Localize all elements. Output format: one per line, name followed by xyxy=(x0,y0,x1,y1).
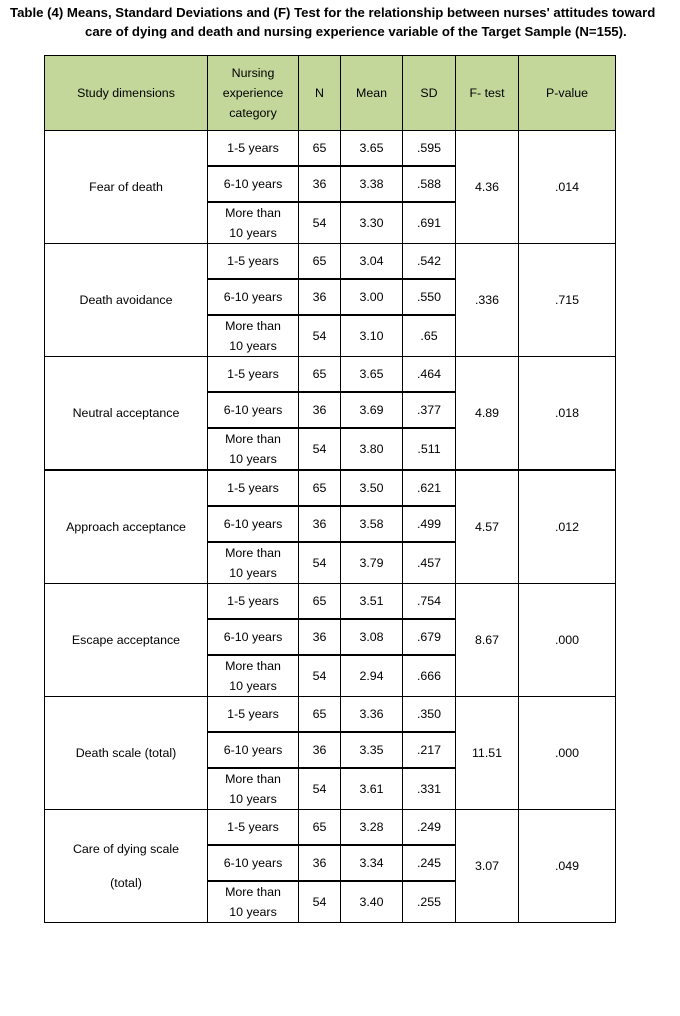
category-label: 6-10 years xyxy=(223,517,283,531)
category-label: More than xyxy=(225,659,281,673)
sd-cell: .350 xyxy=(403,697,456,733)
dimension-group xyxy=(45,244,616,357)
header-n: N xyxy=(299,56,341,131)
dimension-cell xyxy=(45,244,208,357)
n-cell: 36 xyxy=(299,392,341,428)
n-cell: 65 xyxy=(299,357,341,393)
table-row xyxy=(45,357,616,393)
mean-cell: 3.50 xyxy=(341,470,403,506)
category-label: More than xyxy=(225,885,281,899)
n-cell: 54 xyxy=(299,315,341,357)
n-cell: 54 xyxy=(299,202,341,244)
f-test-cell: .336 xyxy=(456,244,519,357)
sd-cell: .331 xyxy=(403,768,456,810)
n-cell: 65 xyxy=(299,697,341,733)
table-row xyxy=(45,131,616,167)
header-sd: SD xyxy=(403,56,456,131)
category-cell xyxy=(208,166,299,202)
mean-cell: 3.40 xyxy=(341,881,403,923)
category-cell xyxy=(208,506,299,542)
dimension-name: Care of dying scale xyxy=(72,842,180,856)
category-label: 1-5 years xyxy=(227,820,279,834)
category-cell xyxy=(208,542,299,584)
category-cell xyxy=(208,202,299,244)
category-label: More than xyxy=(225,319,281,333)
n-cell: 36 xyxy=(299,619,341,655)
n-cell: 65 xyxy=(299,584,341,620)
n-cell: 65 xyxy=(299,810,341,846)
results-table xyxy=(44,55,616,923)
p-value-cell: .018 xyxy=(519,357,616,471)
n-cell: 54 xyxy=(299,881,341,923)
category-cell xyxy=(208,584,299,620)
n-cell: 54 xyxy=(299,542,341,584)
dimension-name-cont: (total) xyxy=(110,876,142,890)
dimension-cell xyxy=(45,810,208,923)
mean-cell: 3.08 xyxy=(341,619,403,655)
mean-cell: 3.00 xyxy=(341,279,403,315)
table-row xyxy=(45,584,616,620)
category-label: 6-10 years xyxy=(223,290,283,304)
mean-cell: 3.36 xyxy=(341,697,403,733)
category-cell xyxy=(208,470,299,506)
dimension-group xyxy=(45,584,616,697)
header-dimension: Study dimensions xyxy=(45,56,208,131)
sd-cell: .377 xyxy=(403,392,456,428)
category-label-cont: 10 years xyxy=(229,452,277,466)
n-cell: 65 xyxy=(299,244,341,280)
sd-cell: .550 xyxy=(403,279,456,315)
sd-cell: .499 xyxy=(403,506,456,542)
p-value-cell: .000 xyxy=(519,697,616,810)
sd-cell: .595 xyxy=(403,131,456,167)
mean-cell: 3.38 xyxy=(341,166,403,202)
header-row xyxy=(45,56,616,131)
category-label: 1-5 years xyxy=(227,367,279,381)
dimension-cell xyxy=(45,470,208,584)
n-cell: 65 xyxy=(299,470,341,506)
dimension-name: Fear of death xyxy=(89,180,163,194)
f-test-cell: 11.51 xyxy=(456,697,519,810)
dimension-group xyxy=(45,357,616,471)
category-label-cont: 10 years xyxy=(229,339,277,353)
dimension-cell xyxy=(45,357,208,471)
table-caption xyxy=(10,3,675,41)
sd-cell: .666 xyxy=(403,655,456,697)
category-label: More than xyxy=(225,546,281,560)
category-cell xyxy=(208,697,299,733)
dimension-name: Death scale (total) xyxy=(75,746,177,760)
category-cell xyxy=(208,357,299,393)
category-label: More than xyxy=(225,432,281,446)
header-category xyxy=(208,56,299,131)
mean-cell: 3.04 xyxy=(341,244,403,280)
category-label-cont: 10 years xyxy=(229,679,277,693)
mean-cell: 3.65 xyxy=(341,131,403,167)
sd-cell: .249 xyxy=(403,810,456,846)
sd-cell: .511 xyxy=(403,428,456,470)
header-category-line: category xyxy=(229,106,277,120)
p-value-cell: .012 xyxy=(519,470,616,584)
category-cell xyxy=(208,881,299,923)
p-value-cell: .000 xyxy=(519,584,616,697)
dimension-name: Neutral acceptance xyxy=(72,406,180,420)
sd-cell: .217 xyxy=(403,732,456,768)
category-label: 1-5 years xyxy=(227,707,279,721)
mean-cell: 3.69 xyxy=(341,392,403,428)
category-label-cont: 10 years xyxy=(229,905,277,919)
category-label-cont: 10 years xyxy=(229,566,277,580)
category-label: More than xyxy=(225,206,281,220)
n-cell: 65 xyxy=(299,131,341,167)
mean-cell: 2.94 xyxy=(341,655,403,697)
category-label: 6-10 years xyxy=(223,403,283,417)
category-label: More than xyxy=(225,772,281,786)
caption-line-2: care of dying and death and nursing experience variable of the Target Sample (N=155). xyxy=(85,24,627,39)
f-test-cell: 4.57 xyxy=(456,470,519,584)
category-label: 1-5 years xyxy=(227,594,279,608)
mean-cell: 3.65 xyxy=(341,357,403,393)
sd-cell: .621 xyxy=(403,470,456,506)
mean-cell: 3.79 xyxy=(341,542,403,584)
category-label: 6-10 years xyxy=(223,177,283,191)
header-category-line: experience xyxy=(222,86,284,100)
table-row xyxy=(45,697,616,733)
header-p-value: P-value xyxy=(519,56,616,131)
sd-cell: .542 xyxy=(403,244,456,280)
sd-cell: .754 xyxy=(403,584,456,620)
n-cell: 54 xyxy=(299,768,341,810)
mean-cell: 3.35 xyxy=(341,732,403,768)
dimension-cell xyxy=(45,697,208,810)
category-label: 6-10 years xyxy=(223,630,283,644)
dimension-group xyxy=(45,470,616,584)
category-label: 1-5 years xyxy=(227,254,279,268)
category-label: 1-5 years xyxy=(227,141,279,155)
category-cell xyxy=(208,392,299,428)
n-cell: 36 xyxy=(299,506,341,542)
sd-cell: .588 xyxy=(403,166,456,202)
mean-cell: 3.61 xyxy=(341,768,403,810)
category-label: 1-5 years xyxy=(227,481,279,495)
n-cell: 36 xyxy=(299,279,341,315)
caption-line-1: Table (4) Means, Standard Deviations and (F) Test for the relationship between nurses' attitudes toward xyxy=(10,5,656,20)
sd-cell: .255 xyxy=(403,881,456,923)
dimension-group xyxy=(45,810,616,923)
category-label-cont: 10 years xyxy=(229,226,277,240)
mean-cell: 3.28 xyxy=(341,810,403,846)
dimension-cell xyxy=(45,584,208,697)
category-cell xyxy=(208,244,299,280)
dimension-group xyxy=(45,131,616,244)
p-value-cell: .049 xyxy=(519,810,616,923)
f-test-cell: 4.36 xyxy=(456,131,519,244)
mean-cell: 3.58 xyxy=(341,506,403,542)
category-cell xyxy=(208,131,299,167)
dimension-name: Approach acceptance xyxy=(66,520,186,534)
n-cell: 54 xyxy=(299,428,341,470)
table-row xyxy=(45,244,616,280)
header-f-test: F- test xyxy=(456,56,519,131)
sd-cell: .457 xyxy=(403,542,456,584)
sd-cell: .65 xyxy=(403,315,456,357)
category-cell xyxy=(208,279,299,315)
n-cell: 54 xyxy=(299,655,341,697)
sd-cell: .245 xyxy=(403,845,456,881)
dimension-group xyxy=(45,697,616,810)
sd-cell: .464 xyxy=(403,357,456,393)
f-test-cell: 4.89 xyxy=(456,357,519,471)
dimension-cell xyxy=(45,131,208,244)
p-value-cell: .014 xyxy=(519,131,616,244)
table-row xyxy=(45,470,616,506)
n-cell: 36 xyxy=(299,732,341,768)
dimension-name: Death avoidance xyxy=(79,293,173,307)
category-cell xyxy=(208,768,299,810)
category-cell xyxy=(208,655,299,697)
table-row xyxy=(45,810,616,846)
category-cell xyxy=(208,428,299,470)
mean-cell: 3.10 xyxy=(341,315,403,357)
category-cell xyxy=(208,845,299,881)
f-test-cell: 3.07 xyxy=(456,810,519,923)
n-cell: 36 xyxy=(299,845,341,881)
p-value-cell: .715 xyxy=(519,244,616,357)
mean-cell: 3.34 xyxy=(341,845,403,881)
category-cell xyxy=(208,315,299,357)
f-test-cell: 8.67 xyxy=(456,584,519,697)
category-label: 6-10 years xyxy=(223,743,283,757)
dimension-name: Escape acceptance xyxy=(71,633,181,647)
mean-cell: 3.51 xyxy=(341,584,403,620)
sd-cell: .679 xyxy=(403,619,456,655)
category-label-cont: 10 years xyxy=(229,792,277,806)
category-label: 6-10 years xyxy=(223,856,283,870)
header-mean: Mean xyxy=(341,56,403,131)
n-cell: 36 xyxy=(299,166,341,202)
mean-cell: 3.80 xyxy=(341,428,403,470)
category-cell xyxy=(208,732,299,768)
mean-cell: 3.30 xyxy=(341,202,403,244)
category-cell xyxy=(208,810,299,846)
category-cell xyxy=(208,619,299,655)
header-category-line: Nursing xyxy=(231,66,275,80)
sd-cell: .691 xyxy=(403,202,456,244)
